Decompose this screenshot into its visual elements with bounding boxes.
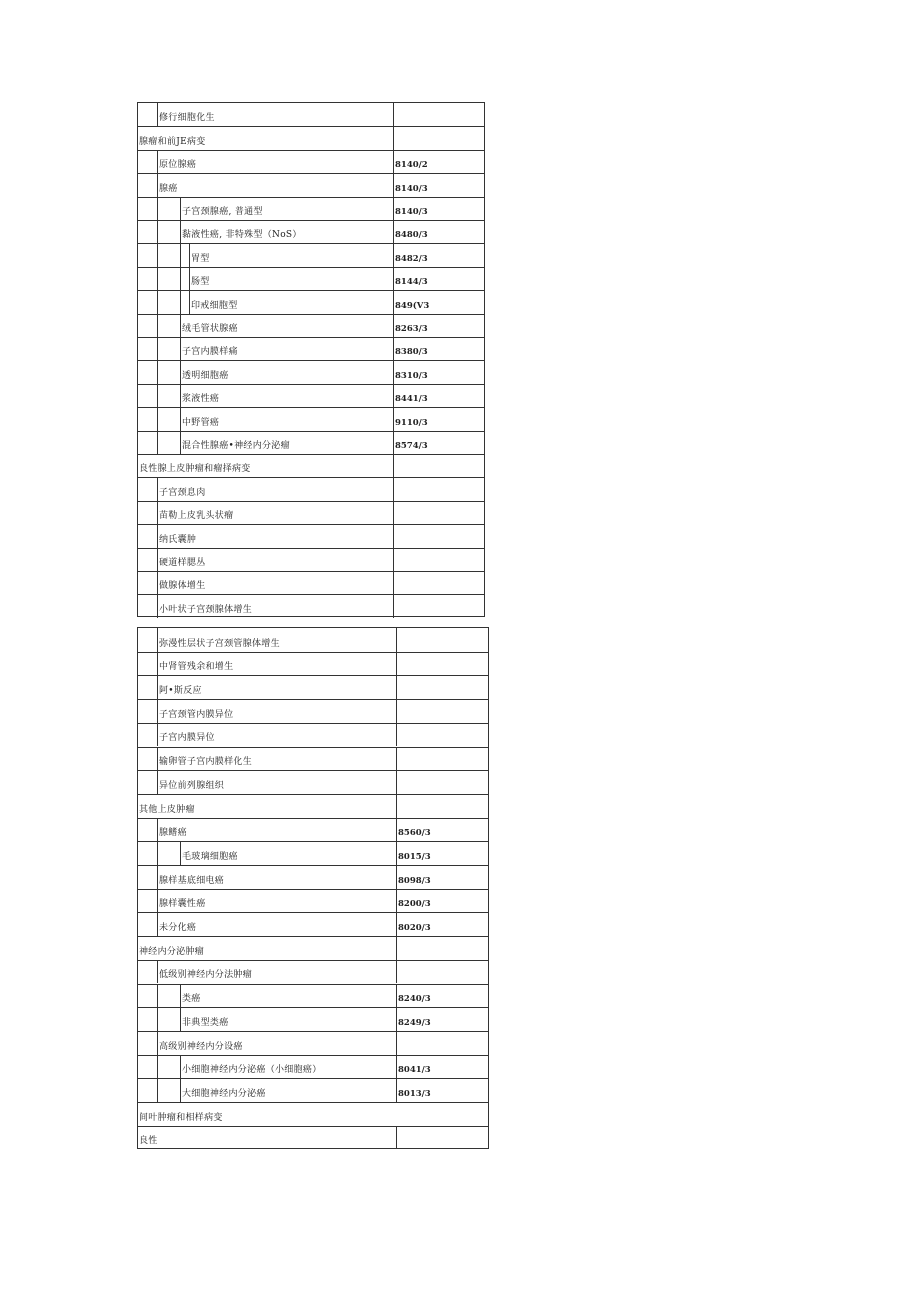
row-label: 良性腺上皮肿瘤和瘤择病变: [139, 464, 251, 475]
table-row: [138, 1126, 488, 1150]
row-label: 良性: [139, 1136, 158, 1147]
indent-guide: [157, 819, 158, 842]
code-column-divider: [393, 338, 394, 360]
code-column-divider: [396, 1008, 397, 1031]
row-code: 8140/2: [395, 160, 428, 171]
indent-guide: [180, 198, 181, 220]
row-label: 做腺体增生: [159, 581, 206, 592]
row-label: 绒毛管状腺癌: [182, 323, 238, 334]
code-column-divider: [396, 1079, 397, 1102]
table-row: [138, 699, 488, 723]
indent-guide: [157, 151, 158, 173]
table-row: [138, 103, 484, 126]
indent-guide: [157, 198, 158, 220]
indent-guide: [157, 268, 158, 290]
row-code: 8482/3: [395, 253, 428, 264]
indent-guide: [180, 1008, 181, 1031]
indent-guide: [157, 985, 158, 1008]
code-column-divider: [396, 866, 397, 889]
row-code: 8380/3: [395, 347, 428, 358]
code-column-divider: [393, 244, 394, 266]
table-row: [138, 675, 488, 699]
row-code: 8200/3: [398, 899, 431, 910]
code-column-divider: [393, 502, 394, 524]
row-label: 大细胞神经内分泌癌: [182, 1088, 266, 1099]
row-code: 8263/3: [395, 323, 428, 334]
table-row: [138, 936, 488, 960]
indent-guide: [157, 103, 158, 126]
row-label: 子宫颈息肉: [159, 487, 206, 498]
indent-guide: [180, 244, 181, 266]
table-row: [138, 524, 484, 547]
table-row: [138, 652, 488, 676]
row-code: 8013/3: [398, 1088, 431, 1099]
code-column-divider: [393, 361, 394, 383]
row-label: 未分化癌: [159, 923, 197, 934]
row-label: 浆液性癌: [182, 394, 220, 405]
code-column-divider: [393, 221, 394, 243]
code-column-divider: [396, 842, 397, 865]
table-row: [138, 337, 484, 360]
indent-guide: [180, 385, 181, 407]
row-label: 腺鳍癌: [159, 828, 187, 839]
row-label: 低级别神经内分法肿瘤: [159, 970, 253, 981]
indent-guide: [157, 244, 158, 266]
indent-guide: [157, 724, 158, 747]
indent-guide: [157, 502, 158, 524]
code-column-divider: [396, 819, 397, 842]
indent-guide: [157, 291, 158, 313]
table-row: [138, 501, 484, 524]
row-code: 8140/3: [395, 183, 428, 194]
indent-guide: [157, 913, 158, 936]
row-code: 8560/3: [398, 828, 431, 839]
row-label: 中野管癌: [182, 417, 220, 428]
table-row: [138, 360, 484, 383]
table-row: [138, 431, 484, 454]
row-code: 8249/3: [398, 1017, 431, 1028]
code-column-divider: [396, 748, 397, 771]
indent-guide: [157, 1032, 158, 1055]
indent-guide: [157, 842, 158, 865]
indent-guide: [157, 1079, 158, 1102]
table-row: [138, 912, 488, 936]
row-label: 修行细胞化生: [159, 113, 215, 124]
code-column-divider: [396, 890, 397, 913]
row-label: 腺癌: [159, 183, 178, 194]
row-label: 子宫颈腺癌, 普通型: [182, 206, 263, 217]
code-column-divider: [396, 700, 397, 723]
table-row: [138, 1031, 488, 1055]
table-row: [138, 770, 488, 794]
row-label: 纳氏囊肿: [159, 534, 197, 545]
table-row: [138, 384, 484, 407]
table-row: [138, 1078, 488, 1102]
row-label: 肠型: [191, 277, 210, 288]
row-label: 透明细胞癌: [182, 370, 229, 381]
table-row: [138, 1007, 488, 1031]
table-row: [138, 723, 488, 747]
code-column-divider: [393, 432, 394, 454]
row-label: 子宫颈管内膜异位: [159, 709, 234, 720]
row-label: 非典型类癌: [182, 1017, 229, 1028]
indent-guide: [180, 338, 181, 360]
indent-guide: [180, 408, 181, 430]
table-row: [138, 548, 484, 571]
indent-guide: [180, 268, 181, 290]
indent-guide: [157, 408, 158, 430]
indent-guide: [157, 676, 158, 699]
row-label: 子宫内膜异位: [159, 733, 215, 744]
row-label: 胃型: [191, 253, 210, 264]
code-column-divider: [393, 455, 394, 477]
row-code: 8240/3: [398, 994, 431, 1005]
table-row: [138, 220, 484, 243]
code-column-divider: [393, 525, 394, 547]
code-column-divider: [396, 795, 397, 818]
row-label: 混合性腺癌•神经内分泌瘤: [182, 440, 290, 451]
indent-guide: [157, 890, 158, 913]
code-column-divider: [393, 174, 394, 196]
row-label: 其他上皮肿瘤: [139, 804, 195, 815]
table-row: [138, 889, 488, 913]
row-label: 腺样囊性癌: [159, 899, 206, 910]
row-label: 阿•斯反应: [159, 686, 202, 697]
table-row: [138, 267, 484, 290]
indent-guide: [157, 338, 158, 360]
indent-guide: [157, 1008, 158, 1031]
indent-guide: [157, 525, 158, 547]
indent-guide: [180, 985, 181, 1008]
table-row: [138, 407, 484, 430]
table-row: [138, 1102, 488, 1126]
row-label: 间叶肿瘤和相样病变: [139, 1112, 223, 1123]
indent-guide: [157, 1056, 158, 1079]
row-code: 849(V3: [395, 300, 430, 311]
table-row: [138, 126, 484, 149]
row-label: 印戒细胞型: [191, 300, 238, 311]
row-code: 8144/3: [395, 277, 428, 288]
table-row: [138, 314, 484, 337]
indent-guide: [157, 653, 158, 676]
indent-guide: [180, 361, 181, 383]
row-label: 小细胞神经内分泌癌（小细胞癌）: [182, 1065, 322, 1076]
row-label: 小叶状子宫颈腺体增生: [159, 604, 253, 615]
code-column-divider: [396, 1032, 397, 1055]
indent-guide: [180, 1056, 181, 1079]
code-column-divider: [393, 268, 394, 290]
classification-table-2: [137, 627, 489, 1149]
row-code: 8041/3: [398, 1065, 431, 1076]
code-column-divider: [396, 653, 397, 676]
row-code: 9110/3: [395, 417, 428, 428]
row-label: 毛玻璃细胞癌: [182, 851, 238, 862]
indent-guide: [157, 221, 158, 243]
code-column-divider: [393, 103, 394, 126]
indent-guide: [157, 572, 158, 594]
indent-guide: [157, 361, 158, 383]
row-label: 子宫内膜样痛: [182, 347, 238, 358]
indent-guide: [157, 866, 158, 889]
row-label: 异位前列腺组织: [159, 780, 225, 791]
indent-guide: [157, 432, 158, 454]
table-row: [138, 960, 488, 984]
code-column-divider: [396, 676, 397, 699]
indent-guide: [157, 174, 158, 196]
code-column-divider: [396, 913, 397, 936]
code-column-divider: [393, 572, 394, 594]
code-column-divider: [393, 291, 394, 313]
indent-guide: [189, 268, 190, 290]
indent-guide: [180, 315, 181, 337]
row-label: 中肾管残余和增生: [159, 662, 234, 673]
row-label: 原位腺癌: [159, 160, 197, 171]
row-label: 类癌: [182, 994, 201, 1005]
classification-table-1: [137, 102, 485, 617]
code-column-divider: [393, 198, 394, 220]
code-column-divider: [393, 549, 394, 571]
code-column-divider: [393, 315, 394, 337]
indent-guide: [157, 478, 158, 500]
table-row: [138, 984, 488, 1008]
table-row: [138, 477, 484, 500]
row-label: 高级别神经内分设癌: [159, 1041, 243, 1052]
code-column-divider: [393, 595, 394, 617]
row-label: 硬道样腮丛: [159, 557, 206, 568]
table-row: [138, 1055, 488, 1079]
indent-guide: [180, 842, 181, 865]
code-column-divider: [396, 961, 397, 984]
indent-guide: [157, 549, 158, 571]
row-code: 8020/3: [398, 923, 431, 934]
code-column-divider: [396, 937, 397, 960]
indent-guide: [157, 628, 158, 652]
table-row: [138, 594, 484, 617]
row-label: 苗勒上皮乳头状瘤: [159, 511, 234, 522]
indent-guide: [180, 1079, 181, 1102]
code-column-divider: [393, 478, 394, 500]
code-column-divider: [396, 985, 397, 1008]
indent-guide: [189, 291, 190, 313]
table-row: [138, 794, 488, 818]
indent-guide: [157, 961, 158, 984]
table-row: [138, 818, 488, 842]
indent-guide: [189, 244, 190, 266]
indent-guide: [157, 315, 158, 337]
code-column-divider: [396, 628, 397, 652]
indent-guide: [157, 700, 158, 723]
code-column-divider: [393, 385, 394, 407]
table-row: [138, 571, 484, 594]
table-row: [138, 173, 484, 196]
table-row: [138, 197, 484, 220]
row-label: 弥漫性层状子宫颈管腺体增生: [159, 638, 280, 649]
table-row: [138, 150, 484, 173]
row-label: 腺样基底细电癌: [159, 875, 225, 886]
row-code: 8015/3: [398, 851, 431, 862]
row-code: 8310/3: [395, 370, 428, 381]
code-column-divider: [393, 408, 394, 430]
indent-guide: [180, 291, 181, 313]
row-label: 腺瘤和前JE病变: [139, 136, 206, 147]
indent-guide: [157, 385, 158, 407]
row-code: 8441/3: [395, 394, 428, 405]
row-label: 神经内分泌肿瘤: [139, 946, 205, 957]
code-column-divider: [396, 1127, 397, 1150]
indent-guide: [157, 771, 158, 794]
indent-guide: [157, 748, 158, 771]
table-row: [138, 865, 488, 889]
table-row: [138, 290, 484, 313]
table-row: [138, 243, 484, 266]
row-code: 8098/3: [398, 875, 431, 886]
table-row: [138, 628, 488, 652]
code-column-divider: [393, 127, 394, 149]
code-column-divider: [393, 151, 394, 173]
row-code: 8140/3: [395, 206, 428, 217]
table-row: [138, 841, 488, 865]
code-column-divider: [396, 1056, 397, 1079]
table-row: [138, 747, 488, 771]
indent-guide: [157, 595, 158, 617]
code-column-divider: [396, 771, 397, 794]
row-label: 输卵管子宫内膜样化生: [159, 757, 253, 768]
row-code: 8480/3: [395, 230, 428, 241]
row-code: 8574/3: [395, 440, 428, 451]
table-row: [138, 454, 484, 477]
row-label: 黏液性癌, 非特殊型（NoS）: [182, 230, 302, 241]
indent-guide: [180, 432, 181, 454]
indent-guide: [180, 221, 181, 243]
code-column-divider: [396, 724, 397, 747]
